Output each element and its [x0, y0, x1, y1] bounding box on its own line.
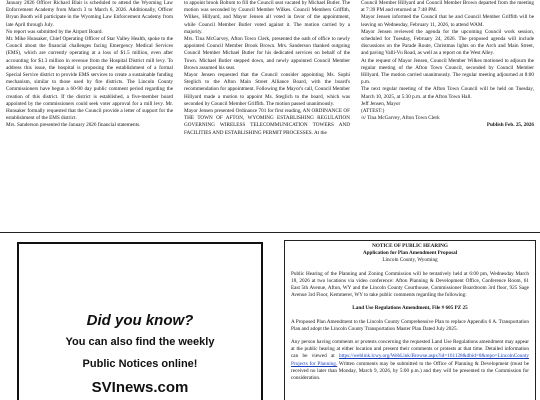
paragraph: Mrs. Sanderson presented the January 2026 financial statements. — [6, 122, 141, 129]
paragraph: The next regular meeting of the Afton Town Council will be held on Tuesday, March 10, 2025, at 5:30 p.m. at the Afton Town Hall. — [361, 86, 534, 100]
paragraph: Mayor Jensen informed the Council that he and Council Member Griffith will be leaving on Wednesday, February 11, 2026, to attend WAM. — [361, 14, 534, 28]
ad-line: You can also find the weekly — [65, 336, 215, 348]
notice-paragraph: Public Hearing of the Planning and Zoning Commission will be tentatively held at 6:00 pm, Wednesday March 18, 2026 at two locations via video conference: Afton Planning & Development Office, Conference Room, 61 East 5th Avenue, Afton, WY and the Lincoln County Courthouse, Commissioner Boardroom 3rd floor, 925 Sage Avenue 3rd Floor, Kemmerer, WY to take public comments regarding the following: — [291, 270, 529, 299]
minutes-column-2 — [184, 0, 350, 137]
notice-heading: Land Use Regulations Amendment, File # 605 PZ 25 — [352, 305, 468, 312]
notice-text: Written comments may be submitted to the Office of Planning & Development (must be received no later than Monday, March 9, 2026, by 5:00 p.m.) and they will be presented to the Commission for consideration. — [291, 360, 529, 382]
ad-headline: Did you know? — [86, 312, 194, 329]
minutes-column-3 — [361, 0, 534, 130]
weblink[interactable]: https://weblink.lcwy.org/WebLink/Browse.aspx?id=161128&dbid=0&repo=LincolnCounty Projects for Planning. — [291, 353, 529, 367]
paragraph: Mayor Jensen presented Ordinance 701 for first reading, AN ORDINANCE OF THE TOWN OF AFTON, WYOMING ESTABLISHING REGULATION GOVERNING WIRELESS TELECOMMUNICATION TOWERS AND FACILITIES AND ESTABLISHING PERMIT PROCESSES. At the — [184, 108, 350, 136]
signature-line: (ATTEST:) — [361, 108, 385, 115]
ad-line: Public Notices online! — [82, 358, 198, 370]
notice-location: Lincoln County, Wyoming — [382, 257, 438, 264]
paragraph: No report was submitted by the Airport Board. — [6, 28, 103, 35]
public-notices-ad — [17, 242, 263, 400]
minutes-column-1 — [6, 0, 173, 130]
notice-subtitle: Application for Plan Amendment Proposal — [362, 250, 458, 257]
paragraph: Mr. Mike Hunsaker, Chief Operating Officer of Star Valley Health, spoke to the Council about the financial challenges facing Emergency Medical Services (EMS), which are currently operating at a loss of $1.5 million, even after accounting for $1.3 million in revenue from the Hospital District mill levy. To address this issue, the hospital is proposing the establishment of a formal Special Service district to provide EMS services to create a sustainable funding mechanism, similar to those used by fire districts. The Lincoln County Commissioners have begun a 60-90 day public comment period regarding the creation of this district. If the district is established, a five-member board appointed by the commissioners could seek voter approval for a mill levy. Mr. Hunsaker formally requested that the Council provide a letter of support for the establishment of the EMS district. — [6, 36, 173, 122]
publish-date: Publish Feb. 25, 2026 — [486, 122, 534, 129]
ad-website: SVInews.com — [91, 379, 189, 396]
paragraph: Mayor Jensen requested that the Council consider appointing Ms. Sophi Steglich to the Afton Main Street Alliance Board, with the board's recommendation for appointment. Following the Mayor's call, Council Member Hillyard made a motion to appoint Ms. Steglich to the board, which was seconded by Council Member Griffith. The motion passed unanimously. — [184, 72, 350, 107]
paragraph: January 2026 Officer Richard Blair is scheduled to attend the Wyoming Law Enforcement Academy from March 3 to March 6, 2026. Additionally, Officer Bryan Booth will participate in the Wyoming Law Enforcement Academy from late April through July. — [6, 0, 173, 28]
paragraph: Council Member Hillyard and Council Member Brown departed from the meeting at 7:39 PM and returned at 7:48 PM. — [361, 0, 534, 14]
section-divider — [0, 232, 540, 233]
public-hearing-notice — [284, 240, 536, 400]
paragraph: Mayor Jensen reviewed the agenda for the upcoming Council work session, scheduled for Tuesday, February 24, 2026. The proposed agenda will include discussions on the Parade Route, Christmas lights on the Arch and Main Street, and paving Valli-Vu Road, as well as a report on the West Alley. — [361, 28, 534, 57]
signature-line: /s/ Tina McGarvey, Afton Town Clerk — [361, 115, 440, 122]
notice-paragraph: A Proposed Plan Amendment to the Lincoln County Comprehensive Plan to replace Appendix 6 A. Transportation Plan and adopt the Lincoln County Transportation Master Plan Dated July 2025. — [291, 318, 529, 332]
signature-line: Jeff Jensen, Mayor — [361, 100, 401, 107]
notice-title: NOTICE OF PUBLIC HEARING — [372, 243, 448, 249]
paragraph: Mrs. Tina McGarvey, Afton Town Clerk, presented the oath of office to newly appointed Council Member Brook Brown. Mrs. Sanderson thanked outgoing Council Member Michael Butler for his dedicated services on behalf of the Town. Michael Butler stepped down, and newly appointed Council Member Brown assumed his seat. — [184, 36, 350, 71]
notice-paragraph — [291, 339, 529, 382]
paragraph: to appoint brook Boltom to fill the Council seat vacated by Michael Butler. The motion was seconded by Council Member Wilkes. Council Members Griffith, Wilkes, Hillyard, and Mayor Jensen all voted in favor of the appointment, while Council Member Butler voted against it. The motion carried by a majority. — [184, 0, 350, 35]
notice-text: Any person having comments or protests concerning the requested Land Use Regulations amendment may appear at the public hearing at either location and present their comments or protests at that time. Detailed information can be viewed at — [291, 339, 529, 360]
paragraph: At the request of Mayor Jensen, Council Member Wilkes motioned to adjourn the regular meeting of the Afton Town Council, seconded by Council Member Hillyard. The motion carried unanimously. The regular meeting adjourned at 8:00 p.m. — [361, 57, 534, 86]
